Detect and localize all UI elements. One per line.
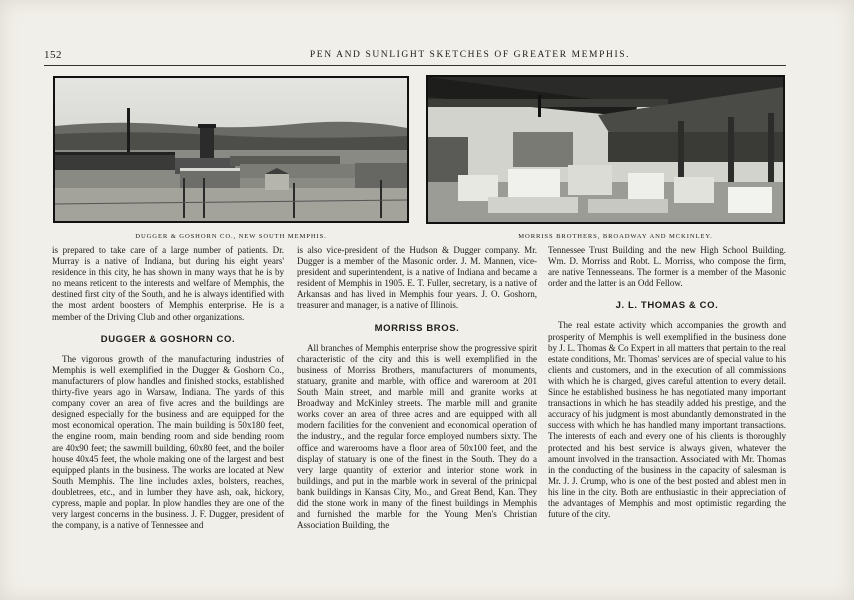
photo-dugger-goshorn [53, 76, 409, 223]
morriss-bros-paragraph: All branches of Memphis enterprise show the progressive spirit characteristic of the city and this is well exemplified in the business of Morriss Brothers, manufacturers of monuments, statuary, granite and marble, with office and wareroom at 201 South Main street, and marble mill and granite works at Broadway and McKinley streets. The marble mill and granite works cover an area of three acres and are equipped with all modern facilities for the convenient and economical operation of the industry., and the regular force employed numbers sixty. The office and warerooms have a floor area of 50x100 feet, and the display of statuary is one of the finest in the South. They do a very large quantity of exterior and interior stone work in buildings, and put in the marble work in several of the prinicpal bank buildings in Kansas City, Mo., and Great Bend, Kan. They did the stone work in many of the finest buildings in Memphis and furnished the marble for the Young Men's Christian Association Building, the [297, 342, 537, 531]
dugger-goshorn-continued-paragraph: is also vice-president of the Hudson & Dugger company. Mr. Dugger is a member of the Masonic order. J. M. Mannen, vice-president and superintendent, is a native of Indiana and became a resident of Memphis in 1905. E. T. Fuller, secretary, is a native of Arkansas and has lived in Memphis four years. J. O. Goshorn, treasurer and manager, is a native of Illinois. [297, 245, 537, 311]
photo-morriss-brothers [426, 75, 785, 224]
section-heading-jl-thomas: J. L. THOMAS & CO. [615, 300, 719, 312]
morriss-bros-continued-paragraph: Tennessee Trust Building and the new High School Building. Wm. D. Morriss and Robt. L. Morriss, who compose the firm, are native Tennesseans. The former is a member of the Masonic order and the latter is an Odd Fellow. [548, 245, 786, 289]
column-1 [52, 245, 284, 531]
header-rule [44, 65, 786, 66]
column-3 [548, 245, 786, 520]
left-photo-caption: DUGGER & GOSHORN CO., NEW SOUTH MEMPHIS. [135, 233, 327, 240]
running-title: PEN AND SUNLIGHT SKETCHES OF GREATER MEMPHIS. [309, 50, 631, 60]
section-heading-morriss-bros: MORRISS BROS. [374, 322, 460, 334]
right-photo-caption: MORRISS BROTHERS, BROADWAY AND MCKINLEY. [518, 233, 713, 240]
column-2 [297, 245, 537, 531]
dr-murray-continued-paragraph: is prepared to take care of a large number of patients. Dr. Murray is a native of Indiana, but during his eight years' residence in this city, he has shown in many ways that he is by no means reticent to the interests and welfare of Memphis, the destined first city of the South, and he is always identified with the most ardent boosters of Memphis enterprise. He is a member of the Driving Club and other organizations. [52, 245, 284, 322]
dugger-goshorn-paragraph: The vigorous growth of the manufacturing industries of Memphis is well exemplified in the Dugger & Goshorn Co., manufacturers of plow handles and finished stocks, established thirty-five years ago in Warsaw, Indiana. The yards of this company cover an area of five acres and the buildings are designed especially for the business and are equipped for the most economical operation. The main building is 50x180 feet, the engine room, main bending room and side bending room are 40x90 feet; the sawmill building, 60x80 feet, and the boiler house 40x45 feet, the whole making one of the largest and best equipped plants in the business. The works are located at New South Memphis. The line includes axles, bolsters, reaches, doubletrees, etc., and in lumber they have ash, oak, hickory, cypress, maple and poplar. In plow handles they are one of the very largest concerns in the business. J. F. Dugger, president of the company, is a native of Tennessee and [52, 353, 284, 531]
section-heading-dugger-goshorn: DUGGER & GOSHORN CO. [100, 333, 236, 345]
page-number: 152 [44, 49, 62, 61]
jl-thomas-paragraph: The real estate activity which accompanies the growth and prosperity of Memphis is well exemplified in the business done by J. L. Thomas & Co Expert in all matters that pertain to the real estate conditions, Mr. Thomas' services are of special value to his clients and customers, and in the execution of all commissions with which he is charged, gives careful attention to every detail. Since he established business he has negotiated many important transactions in which he has steadily added his prestige, and the accuracy of his judgment is most abundantly demonstrated in the success with which he has handled many important transactions. The interests of each and every one of his clients is thoroughly protected and his best service is always given, whatever the amount involved in the transaction. Associated with Mr. Thomas in the conducting of the business in the capacity of salesman is Mr. J. J. Crump, who is one of the best posted and ablest men in his line in the city. Both are enthusiastic in their appreciation of the advantages of Memphis and most optimistic regarding the future of the city. [548, 320, 787, 520]
